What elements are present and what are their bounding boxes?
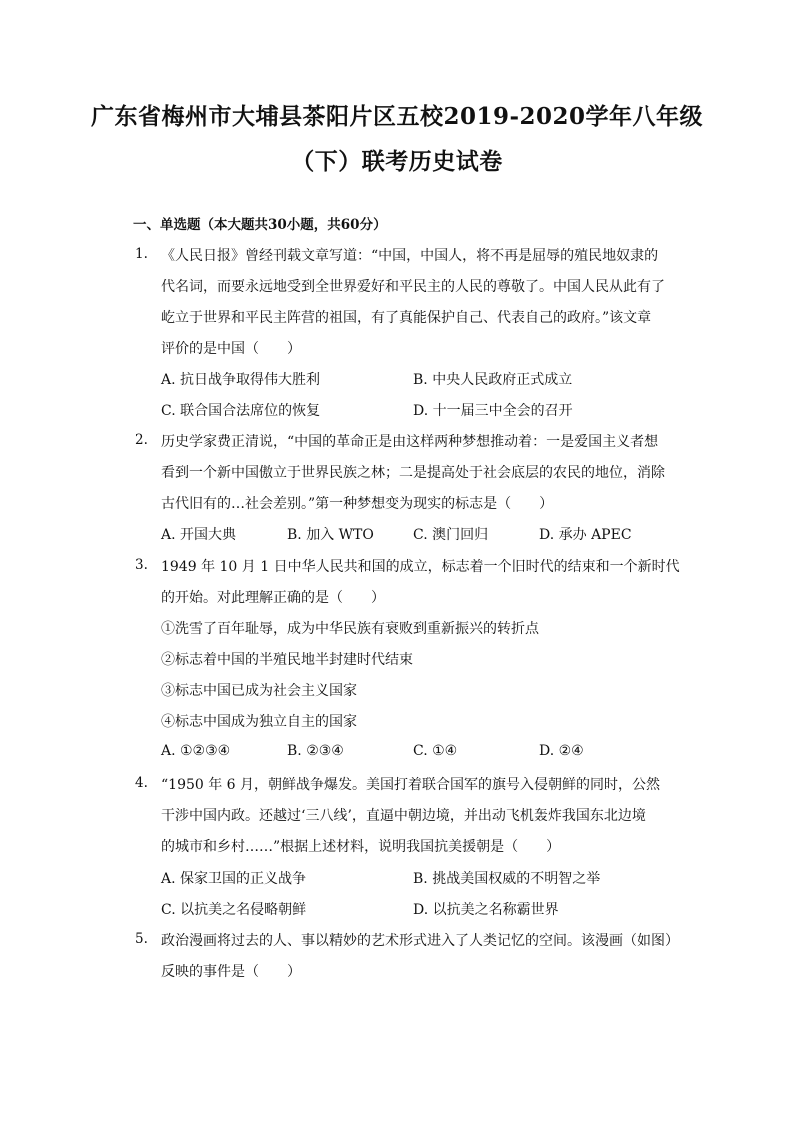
question-text-line: 1949 年 10 月 1 日中华人民共和国的成立，标志着一个旧时代的结束和一个新时代 xyxy=(161,559,680,575)
option-b: B. ②③④ xyxy=(287,743,344,759)
question-number: 4. xyxy=(135,775,148,791)
question-text-line: 政治漫画将过去的人、事以精妙的艺术形式进入了人类记忆的空间。该漫画（如图） xyxy=(161,933,679,949)
question-text-line: 干涉中国内政。还越过‘三八线’，直逼中朝边境，并出动飞机轰炸我国东北边境 xyxy=(161,808,646,824)
exam-title-line-1: 广东省梅州市大埔县茶阳片区五校2019-2020学年八年级 xyxy=(90,103,704,130)
question-text-line: “1950 年 6 月，朝鲜战争爆发。美国打着联合国军的旗号入侵朝鲜的同时，公然 xyxy=(161,777,661,793)
question-number: 5. xyxy=(135,931,148,947)
question-text-line: 的开始。对此理解正确的是（ ） xyxy=(161,590,385,606)
question-text-line: 古代旧有的…社会差别。”第一种梦想变为现实的标志是（ ） xyxy=(161,496,554,512)
question-text-line: 代名词，而要永远地受到全世界爱好和平民主的人民的尊敬了。中国人民从此有了 xyxy=(161,279,665,295)
option-d: D. 承办 APEC xyxy=(539,527,632,543)
exam-title-line-2: （下）联考历史试卷 xyxy=(291,148,503,175)
option-a: A. 开国大典 xyxy=(161,527,237,543)
question-statement: ③标志中国已成为社会主义国家 xyxy=(161,683,357,699)
question-text-line: 屹立于世界和平民主阵营的祖国，有了真能保护自己、代表自己的政府。”该文章 xyxy=(161,310,652,326)
option-d: D. ②④ xyxy=(539,743,584,759)
question-text-line: 的城市和乡村……”根据上述材料，说明我国抗美援朝是（ ） xyxy=(161,839,561,855)
question-statement: ①洗雪了百年耻辱，成为中华民族有衰败到重新振兴的转折点 xyxy=(161,621,539,637)
option-c: C. 联合国合法席位的恢复 xyxy=(161,403,321,419)
question-statement: ②标志着中国的半殖民地半封建时代结束 xyxy=(161,652,413,668)
option-b: B. 中央人民政府正式成立 xyxy=(413,372,573,388)
question-text-line: 反映的事件是（ ） xyxy=(161,964,301,980)
option-d: D. 以抗美之名称霸世界 xyxy=(413,902,559,918)
question-number: 1. xyxy=(135,246,148,262)
question-text-line: 历史学家费正清说，“中国的革命正是由这样两种梦想推动着：一是爱国主义者想 xyxy=(161,434,659,450)
option-b: B. 加入 WTO xyxy=(287,527,374,543)
option-d: D. 十一届三中全会的召开 xyxy=(413,403,573,419)
section-heading: 一、单选题（本大题共30小题，共60分） xyxy=(133,217,387,233)
option-c: C. ①④ xyxy=(413,743,458,759)
question-statement: ④标志中国成为独立自主的国家 xyxy=(161,714,357,730)
option-c: C. 澳门回归 xyxy=(413,527,489,543)
option-a: A. 保家卫国的正义战争 xyxy=(161,871,307,887)
question-number: 3. xyxy=(135,557,148,573)
question-number: 2. xyxy=(135,432,148,448)
question-text-line: 评价的是中国（ ） xyxy=(161,341,301,357)
option-a: A. 抗日战争取得伟大胜利 xyxy=(161,372,321,388)
option-a: A. ①②③④ xyxy=(161,743,231,759)
question-text-line: 看到一个新中国傲立于世界民族之林；二是提高处于社会底层的农民的地位，消除 xyxy=(161,465,665,481)
question-text-line: 《人民日报》曾经刊载文章写道：“中国，中国人，将不再是屈辱的殖民地奴隶的 xyxy=(161,248,659,264)
option-c: C. 以抗美之名侵略朝鲜 xyxy=(161,902,307,918)
option-b: B. 挑战美国权威的不明智之举 xyxy=(413,871,601,887)
